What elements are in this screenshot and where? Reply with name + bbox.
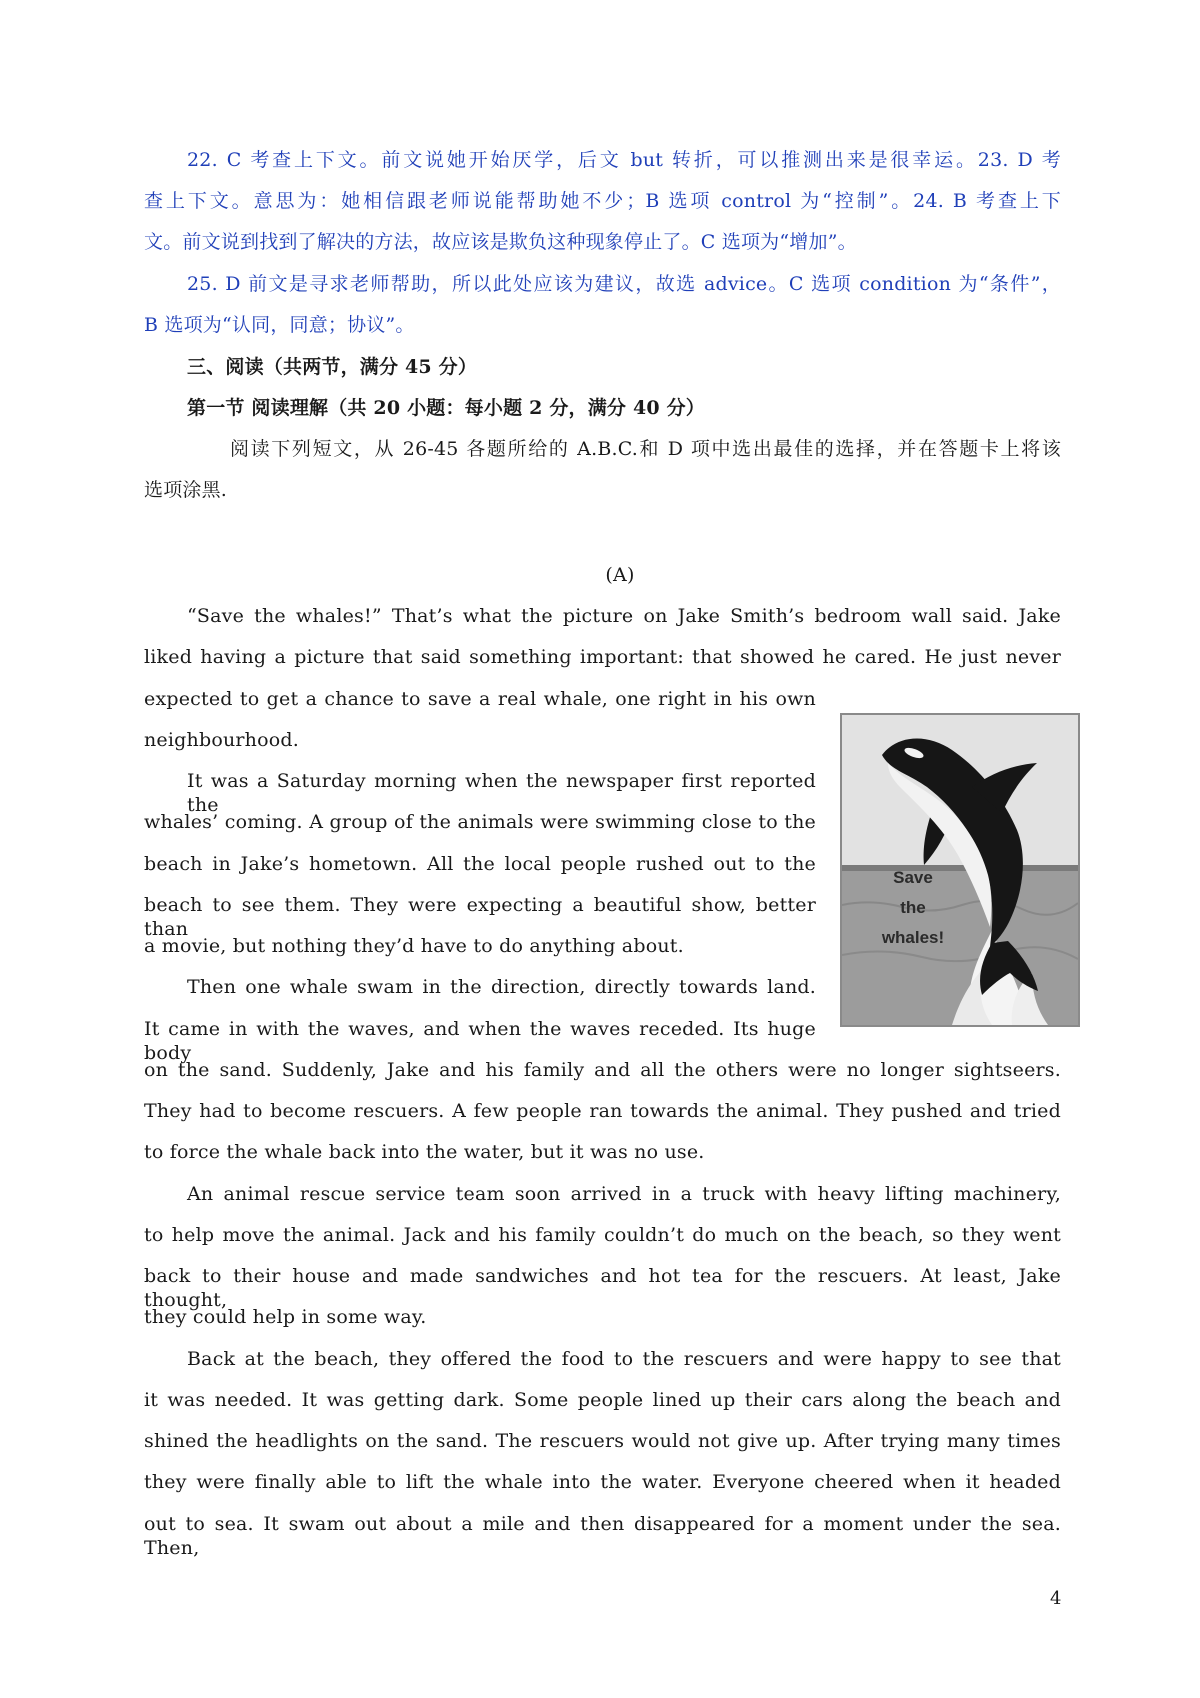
passage-line: It came in with the waves, and when the waves receded. Its huge body	[144, 1018, 816, 1064]
passage-line: It was a Saturday morning when the newspaper first reported the	[187, 770, 816, 816]
passage-label: (A)	[605, 564, 635, 586]
passage-line: a movie, but nothing they’d have to do anything about.	[144, 935, 684, 957]
passage-line: on the sand. Suddenly, Jake and his family and all the others were no longer sightseers.	[144, 1059, 1061, 1081]
answer-note-line: 25. D 前文是寻求老师帮助，所以此处应该为建议，故选 advice。C 选项 condition 为“条件”，	[187, 273, 1061, 295]
passage-line: to force the whale back into the water, but it was no use.	[144, 1141, 705, 1163]
passage-line: An animal rescue service team soon arrived in a truck with heavy lifting machinery,	[187, 1183, 1061, 1205]
instruction-line: 选项涂黑.	[144, 479, 228, 501]
passage-line: They had to become rescuers. A few people ran towards the animal. They pushed and tried	[144, 1100, 1061, 1122]
passage-line: they could help in some way.	[144, 1306, 427, 1328]
figure-caption-line: whales!	[881, 928, 945, 947]
answer-note-line: 文。前文说到找到了解决的方法，故应该是欺负这种现象停止了。C 选项为“增加”。	[144, 231, 857, 253]
passage-line: Then one whale swam in the direction, directly towards land.	[187, 976, 816, 998]
answer-note-line: 查上下文。意思为：她相信跟老师说能帮助她不少；B 选项 control 为“控制”。24. B 考查上下	[144, 190, 1061, 212]
passage-line: liked having a picture that said something important: that showed he cared. He just never	[144, 646, 1061, 668]
passage-line: neighbourhood.	[144, 729, 299, 751]
passage-line: expected to get a chance to save a real whale, one right in his own	[144, 688, 816, 710]
passage-line: they were finally able to lift the whale into the water. Everyone cheered when it headed	[144, 1471, 1061, 1493]
passage-line: it was needed. It was getting dark. Some people lined up their cars along the beach and	[144, 1389, 1061, 1411]
passage-line: to help move the animal. Jack and his family couldn’t do much on the beach, so they went	[144, 1224, 1061, 1246]
passage-line: Back at the beach, they offered the food to the rescuers and were happy to see that	[187, 1348, 1061, 1370]
passage-line: beach to see them. They were expecting a beautiful show, better than	[144, 894, 816, 940]
answer-note-line: 22. C 考查上下文。前文说她开始厌学，后文 but 转折，可以推测出来是很幸运。23. D 考	[187, 149, 1061, 171]
passage-line: shined the headlights on the sand. The rescuers would not give up. After trying many times	[144, 1430, 1061, 1452]
passage-line: back to their house and made sandwiches and hot tea for the rescuers. At least, Jake thought,	[144, 1265, 1061, 1311]
passage-line: “Save the whales!” That’s what the picture on Jake Smith’s bedroom wall said. Jake	[187, 605, 1061, 627]
section-title: 三、阅读（共两节，满分 45 分）	[187, 356, 478, 378]
answer-note-line: B 选项为“认同，同意；协议”。	[144, 314, 415, 336]
figure-caption-line: the	[900, 898, 926, 917]
passage-line: whales’ coming. A group of the animals were swimming close to the	[144, 811, 816, 833]
figure-caption-line: Save	[893, 868, 933, 887]
section-subtitle: 第一节 阅读理解（共 20 小题：每小题 2 分，满分 40 分）	[187, 397, 706, 419]
passage-line: beach in Jake’s hometown. All the local people rushed out to the	[144, 853, 816, 875]
orca-whale-image	[840, 713, 1080, 1027]
page-number: 4	[1050, 1588, 1062, 1609]
instruction-line: 阅读下列短文，从 26-45 各题所给的 A.B.C.和 D 项中选出最佳的选择，并在答题卡上将该	[230, 438, 1061, 460]
passage-line: out to sea. It swam out about a mile and then disappeared for a moment under the sea. Then,	[144, 1513, 1061, 1559]
